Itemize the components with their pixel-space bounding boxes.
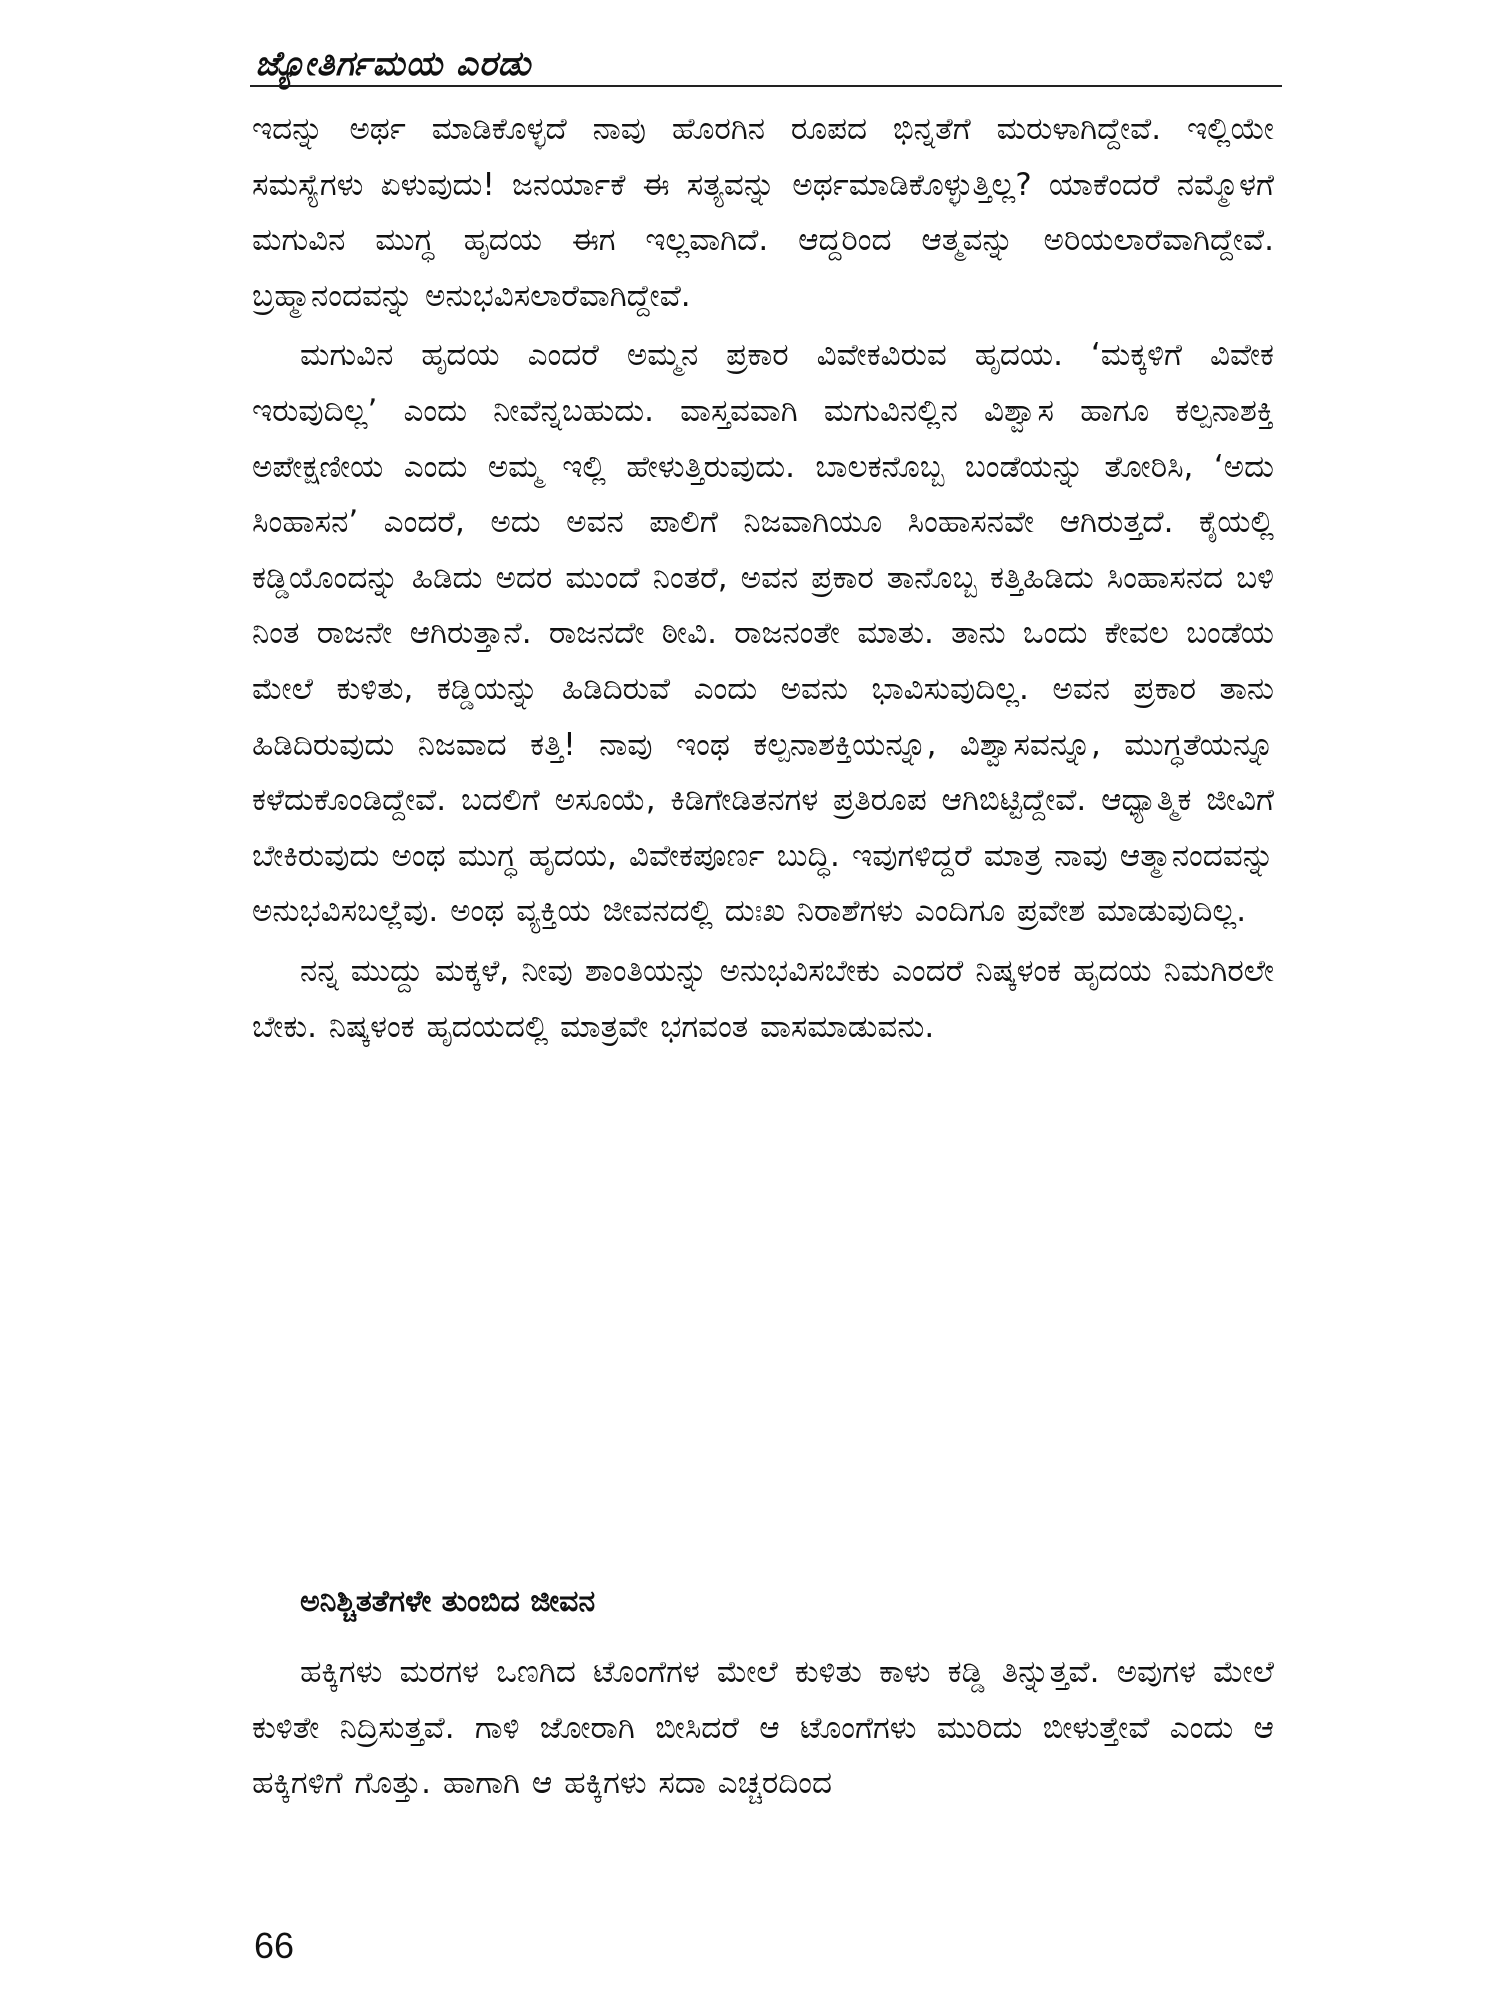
section-paragraph: ಹಕ್ಕಿಗಳು ಮರಗಳ ಒಣಗಿದ ಟೊಂಗೆಗಳ ಮೇಲೆ ಕುಳಿತು ಕಾಳು ಕಡ್ಡಿ ತಿನ್ನುತ್ತವೆ. ಅವುಗಳ ಮೇಲೆ ಕುಳಿತೇ ನಿದ್ರಿಸುತ್ತವೆ. ಗಾಳಿ ಜೋರಾಗಿ ಬೀಸಿದರೆ ಆ ಟೊಂಗೆಗಳು ಮುರಿದು ಬೀಳುತ್ತೇವೆ ಎಂದು ಆ ಹಕ್ಕಿಗಳಿಗೆ ಗೊತ್ತು. ಹಾಗಾಗಿ ಆ ಹಕ್ಕಿಗಳು ಸದಾ ಎಚ್ಚರದಿಂದ [252, 1654, 1274, 1802]
page-number: 66 [254, 1925, 295, 1966]
running-header: ಜ್ಯೋತಿರ್ಗಮಯ ಎರಡು [255, 44, 532, 84]
paragraph-2: ಮಗುವಿನ ಹೃದಯ ಎಂದರೆ ಅಮ್ಮನ ಪ್ರಕಾರ ವಿವೇಕವಿರುವ ಹೃದಯ. ‘ಮಕ್ಕಳಿಗೆ ವಿವೇಕ ಇರುವುದಿಲ್ಲ’ ಎಂದು ನೀವೆನ್ನಬಹುದು. ವಾಸ್ತವವಾಗಿ ಮಗುವಿನಲ್ಲಿನ ವಿಶ್ವಾಸ ಹಾಗೂ ಕಲ್ಪನಾಶಕ್ತಿ ಅಪೇಕ್ಷಣೀಯ ಎಂದು ಅಮ್ಮ ಇಲ್ಲಿ ಹೇಳುತ್ತಿರುವುದು. ಬಾಲಕನೊಬ್ಬ ಬಂಡೆಯನ್ನು ತೋರಿಸಿ, ‘ಅದು ಸಿಂಹಾಸನ’ ಎಂದರೆ, ಅದು ಅವನ ಪಾಲಿಗೆ ನಿಜವಾಗಿಯೂ ಸಿಂಹಾಸನವೇ ಆಗಿರುತ್ತದೆ. ಕೈಯಲ್ಲಿ ಕಡ್ಡಿಯೊಂದನ್ನು ಹಿಡಿದು ಅದರ ಮುಂದೆ ನಿಂತರೆ, ಅವನ ಪ್ರಕಾರ ತಾನೊಬ್ಬ ಕತ್ತಿಹಿಡಿದು ಸಿಂಹಾಸನದ ಬಳಿ ನಿಂತ ರಾಜನೇ ಆಗಿರುತ್ತಾನೆ. ರಾಜನದೇ ಠೀವಿ. ರಾಜನಂತೇ ಮಾತು. ತಾನು ಒಂದು ಕೇವಲ ಬಂಡೆಯ ಮೇಲೆ ಕುಳಿತು, ಕಡ್ಡಿಯನ್ನು ಹಿಡಿದಿರುವೆ ಎಂದು ಅವನು ಭಾವಿಸುವುದಿಲ್ಲ. ಅವನ ಪ್ರಕಾರ ತಾನು ಹಿಡಿದಿರುವುದು ನಿಜವಾದ ಕತ್ತಿ! ನಾವು ಇಂಥ ಕಲ್ಪನಾಶಕ್ತಿಯನ್ನೂ, ವಿಶ್ವಾಸವನ್ನೂ, ಮುಗ್ಧತೆಯನ್ನೂ ಕಳೆದುಕೊಂಡಿದ್ದೇವೆ. ಬದಲಿಗೆ ಅಸೂಯೆ, ಕಿಡಿಗೇಡಿತನಗಳ ಪ್ರತಿರೂಪ ಆಗಿಬಿಟ್ಟಿದ್ದೇವೆ. ಆಧ್ಯಾತ್ಮಿಕ ಜೀವಿಗೆ ಬೇಕಿರುವುದು ಅಂಥ ಮುಗ್ಧ ಹೃದಯ, ವಿವೇಕಪೂರ್ಣ ಬುದ್ಧಿ. ಇವುಗಳಿದ್ದರೆ ಮಾತ್ರ ನಾವು ಆತ್ಮಾನಂದವನ್ನು ಅನುಭವಿಸಬಲ್ಲೆವು. ಅಂಥ ವ್ಯಕ್ತಿಯ ಜೀವನದಲ್ಲಿ ದುಃಖ ನಿರಾಶೆಗಳು ಎಂದಿಗೂ ಪ್ರವೇಶ ಮಾಡುವುದಿಲ್ಲ. [252, 337, 1274, 930]
paragraph-3: ನನ್ನ ಮುದ್ದು ಮಕ್ಕಳೆ, ನೀವು ಶಾಂತಿಯನ್ನು ಅನುಭವಿಸಬೇಕು ಎಂದರೆ ನಿಷ್ಕಳಂಕ ಹೃದಯ ನಿಮಗಿರಲೇ ಬೇಕು. ನಿಷ್ಕಳಂಕ ಹೃದಯದಲ್ಲಿ ಮಾತ್ರವೇ ಭಗವಂತ ವಾಸಮಾಡುವನು. [252, 952, 1274, 1045]
paragraph-1: ಇದನ್ನು ಅರ್ಥ ಮಾಡಿಕೊಳ್ಳದೆ ನಾವು ಹೊರಗಿನ ರೂಪದ ಭಿನ್ನತೆಗೆ ಮರುಳಾಗಿದ್ದೇವೆ. ಇಲ್ಲಿಯೇ ಸಮಸ್ಯೆಗಳು ಏಳುವುದು! ಜನರ್ಯಾಕೆ ಈ ಸತ್ಯವನ್ನು ಅರ್ಥಮಾಡಿಕೊಳ್ಳುತ್ತಿಲ್ಲ? ಯಾಕೆಂದರೆ ನಮ್ಮೊಳಗೆ ಮಗುವಿನ ಮುಗ್ಧ ಹೃದಯ ಈಗ ಇಲ್ಲವಾಗಿದೆ. ಆದ್ದರಿಂದ ಆತ್ಮವನ್ನು ಅರಿಯಲಾರೆವಾಗಿದ್ದೇವೆ. ಬ್ರಹ್ಮಾನಂದವನ್ನು ಅನುಭವಿಸಲಾರೆವಾಗಿದ್ದೇವೆ. [252, 111, 1274, 314]
section-body [252, 1645, 1274, 1812]
header-divider [250, 85, 1282, 87]
section-heading: ಅನಿಶ್ಚಿತತೆಗಳೇ ತುಂಬಿದ ಜೀವನ [300, 1584, 596, 1619]
body-text [252, 102, 1274, 1055]
